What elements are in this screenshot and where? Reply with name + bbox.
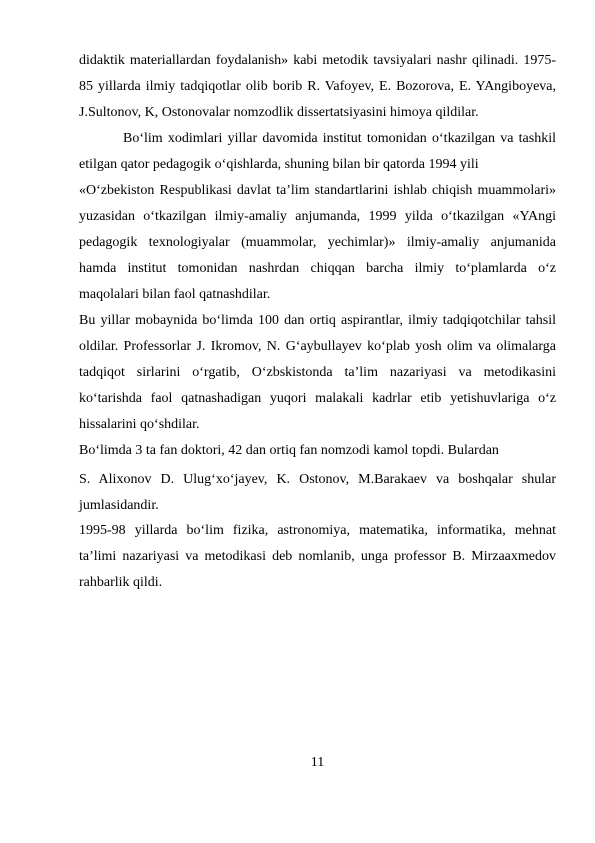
text-line: ta’limi nazariyasi va metodikasi deb nomlanib, unga professor B. Mirzaaxmedov	[79, 549, 556, 564]
text-line: ko‘tarishda faol qatnashadigan yuqori malakali kadrlar etib yetishuvlariga o‘z	[79, 391, 556, 406]
text-line: «O‘zbekiston Respublikasi davlat ta’lim standartlarini ishlab chiqish muammolari»	[79, 183, 556, 198]
text-line: etilgan qator pedagogik o‘qishlarda, shuning bilan bir qatorda 1994 yili	[79, 157, 479, 172]
text-line: rahbarlik qildi.	[79, 575, 163, 590]
text-line: Bo‘limda 3 ta fan doktori, 42 dan ortiq fan nomzodi kamol topdi. Bulardan	[79, 443, 499, 458]
text-line: pedagogik texnologiyalar (muammolar, yechimlar)» ilmiy-amaliy anjumanida	[79, 235, 556, 250]
text-line: maqolalari bilan faol qatnashdilar.	[79, 287, 271, 302]
page-number: 11	[310, 755, 325, 770]
text-line: Bu yillar mobaynida bo‘limda 100 dan ortiq aspirantlar, ilmiy tadqiqotchilar tahsil	[79, 313, 556, 328]
text-line: Bo‘lim xodimlari yillar davomida institut tomonidan o‘tkazilgan va tashkil	[123, 131, 556, 146]
text-line: hamda institut tomonidan nashrdan chiqqan barcha ilmiy to‘plamlarda o‘z	[79, 261, 556, 276]
text-line: 1995-98 yillarda bo‘lim fizika, astronomiya, matematika, informatika, mehnat	[79, 523, 556, 538]
text-line: S. Alixonov D. Ulug‘xo‘jayev, K. Ostonov, M.Barakaev va boshqalar shular	[79, 472, 556, 487]
text-line: yuzasidan o‘tkazilgan ilmiy-amaliy anjumanda, 1999 yilda o‘tkazilgan «YAngi	[79, 209, 556, 224]
text-line: tadqiqot sirlarini o‘rgatib, O‘zbskistonda ta’lim nazariyasi va metodikasini	[79, 365, 556, 380]
text-line: J.Sultonov, K, Ostonovalar nomzodlik dissertatsiyasini himoya qildilar.	[79, 105, 479, 120]
text-line: 85 yillarda ilmiy tadqiqotlar olib borib R. Vafoyev, E. Bozorova, E. YAngiboyeva,	[79, 79, 556, 94]
text-line: jumlasidandir.	[79, 498, 159, 513]
text-line: hissalarini qo‘shdilar.	[79, 417, 200, 432]
text-line: oldilar. Professorlar J. Ikromov, N. G‘aybullayev ko‘plab yosh olim va olimalarga	[79, 339, 556, 354]
text-line: didaktik materiallardan foydalanish» kabi metodik tavsiyalari nashr qilinadi. 1975-	[79, 53, 556, 68]
